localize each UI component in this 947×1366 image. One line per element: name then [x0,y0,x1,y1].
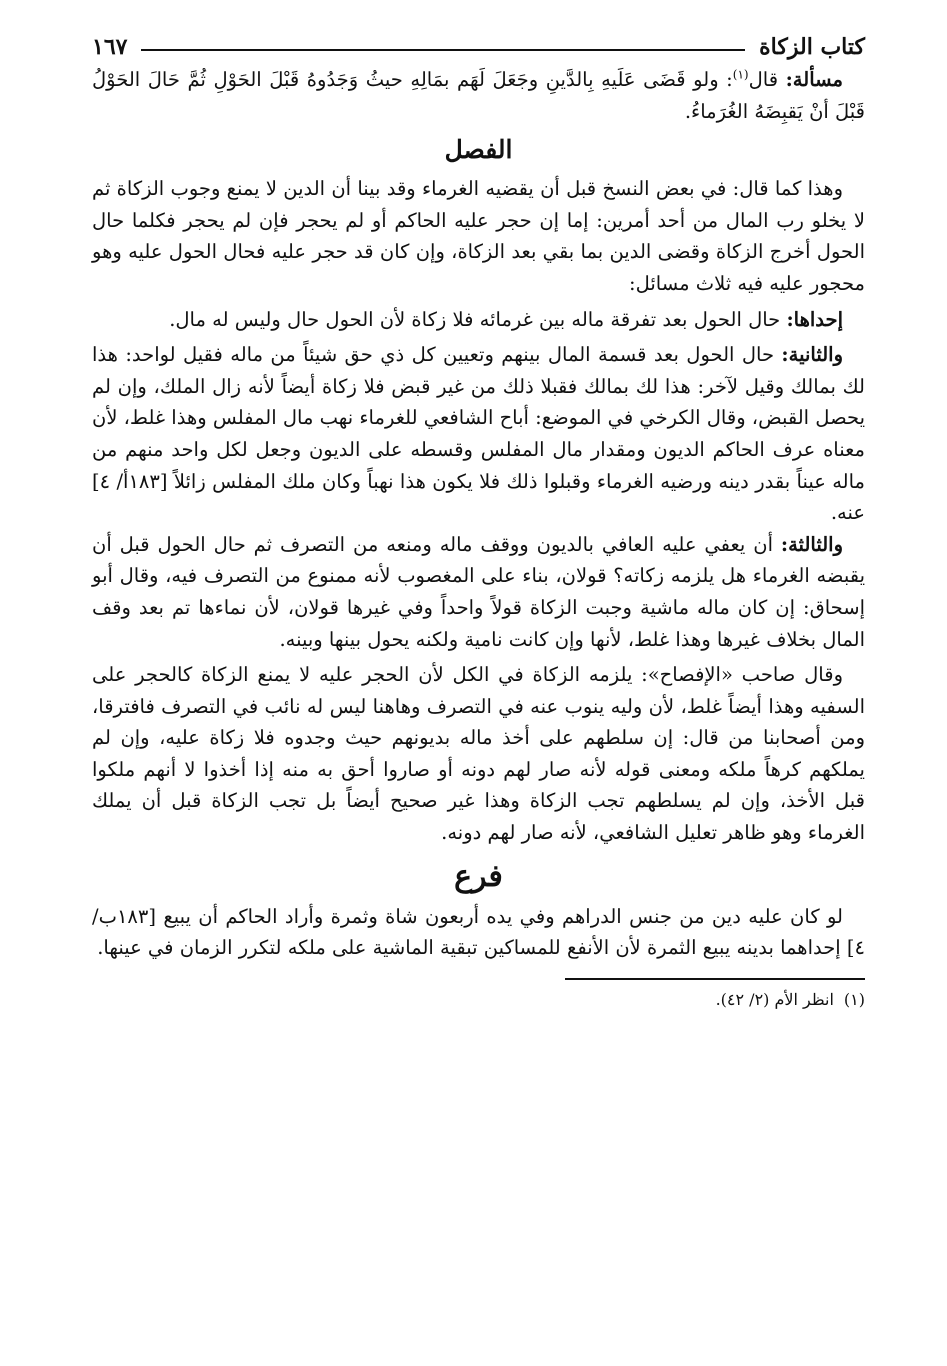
footnote-text: انظر الأم (٢/ ٤٢). [715,989,834,1009]
masala-pre: قال [748,68,786,91]
section-heading-far: فرع [454,858,503,894]
second-case-paragraph [92,339,865,529]
page-number: ١٦٧ [92,34,128,60]
masala-text: : ولو قَضَى عَلَيهِ بِالدَّينِ وجَعَلَ لَهَم بمَالِهِ حيثُ وَجَدُوهُ قَبْلَ الحَوْلِ ثُمَّ حَالَ الحَوْلُ قَبْلَ أنْ يَقبِضَهُ الغُرَماءُ. [92,68,865,123]
footnote-number: (١) [843,989,865,1009]
first-case-paragraph [92,304,865,336]
footnote-ref: (١) [732,67,749,82]
third-case-text: أن يعفي عليه العافي بالديون ووقف ماله ومنعه من التصرف ثم حال الحول قبل أن يقبضه الغرماء هل يلزمه زكاته؟ قولان، بناء على المغصوب لأنه ممنوع من التصرف فيه، وقال أبو إسحاق: إن كان ماله ماشية وجبت الزكاة قولاً واحداً وفي غيرها قولان، لأن نماءها تم بعد وقف المال بخلاف غيرها وهذا غلط، لأنها وإن كانت نامية ولكنه يحول بينها وبينه. [92,532,865,651]
second-case-text: حال الحول بعد قسمة المال بينهم وتعيين كل ذي حق شيئاً من ماله فقيل لواحد: هذا لك بمالك وقيل لآخر: هذا لك بمالك فقبلا ذلك من غير قبض فلا زكاة أيضاً لأنه زال الملك، وإن لم يحصل القبض، وقال الكرخي في الموضع: أباح الشافعي للغرماء نهب مال المفلس وهذا غلط، لأن معناه عرف الحاكم الديون ومقدار مال المفلس وقسطه على الديون وجعل لكل واحد منهم من ماله عيناً بقدر دينه ورضيه الغرماء وقبلوا ذلك فلا يكون هذا نهباً وكان ملك المفلس زائلاً [١٨٣أ/ ٤] عنه. [92,343,865,525]
section-heading-fasl: الفصل [444,135,513,165]
masala-paragraph [92,64,865,127]
third-case-lead: والثالثة: [780,532,843,556]
far-paragraph: لو كان عليه دين من جنس الدراهم وفي يده أربعون شاة وثمرة وأراد الحاكم أن يبيع [١٨٣ب/ ٤] إحداهما بدينه يبيع الثمرة لأن الأنفع للمساكين تبقية الماشية على ملكه لتكرر الزمان في عينها. [92,904,865,960]
running-header [92,30,865,64]
second-case-lead: والثانية: [781,343,843,367]
book-title: كتاب الزكاة [759,34,865,60]
fasl-intro-paragraph: وهذا كما قال: في بعض النسخ قبل أن يقضيه الغرماء وقد بينا أن الدين لا يمنع وجوب الزكاة ثم لا يخلو رب المال من أحد أمرين: إما إن حجر عليه الحاكم أو لم يحجر فإن لم يحجر فكلما حال الحول أخرج الزكاة وقضى الدين بما بقي بعد الزكاة، وإن كان قد حجر عليه فحال الحول عليه وهو محجور عليه فيه ثلاث مسائل: [92,177,865,295]
header-rule [141,49,745,51]
main-text [92,64,865,964]
first-case-text: حال الحول بعد تفرقة ماله بين غرمائه فلا زكاة لأن الحول حال وليس له مال. [169,307,787,331]
footnote [92,988,865,1012]
masala-lead: مسألة: [785,68,843,91]
third-case-paragraph [92,529,865,655]
footnote-rule [565,978,865,980]
first-case-lead: إحداها: [786,307,843,331]
ifsah-paragraph: وقال صاحب «الإفصاح»: يلزمه الزكاة في الكل لأن الحجر عليه لا يمنع الزكاة كالحجر على السفيه وهذا أيضاً غلط، لأن وليه ينوب عنه في التصرف وهاهنا ليس له نائب في التصرف فافترقا، ومن أصحابنا من قال: إن سلطهم على أخذ ماله بديونهم حيث وجدوه فلا زكاة عليه، وإن لم يملكهم كرهاً ملكه ومعنى قوله لأنه صار لهم دونه أو صاروا أحق به منه إذا أخذوا لا أنهم ملكوا قبل الأخذ، وإن لم يسلطهم تجب الزكاة وهذا غير صحيح أيضاً بل تجب الزكاة قبل أن يملك الغرماء وهو ظاهر تعليل الشافعي، لأنه صار لهم دونه. [92,663,865,845]
